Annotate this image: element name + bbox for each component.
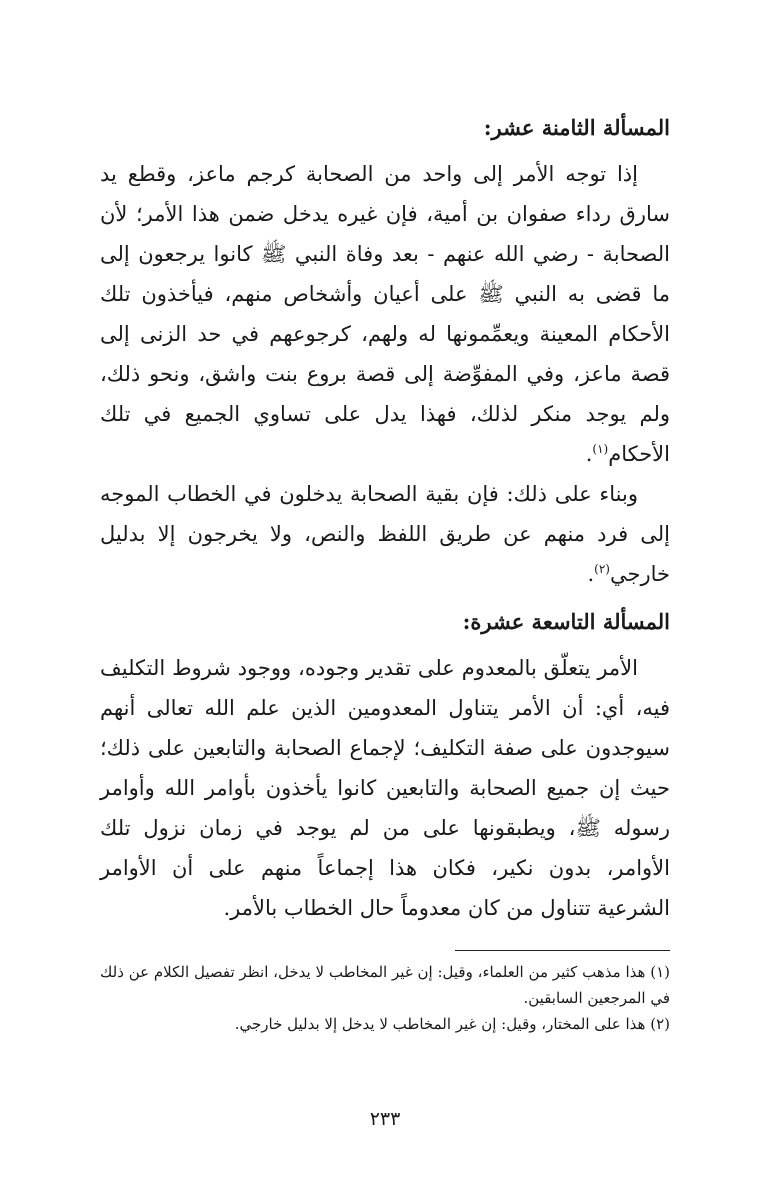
paragraph-end: . <box>587 562 595 586</box>
page-body <box>100 110 670 928</box>
paragraph-text: وبناء على ذلك: فإن بقية الصحابة يدخلون في الخطاب الموجه إلى فرد منهم عن طريق اللفظ والنص، ولا يخرجون إلا بدليل خارجي <box>100 482 670 586</box>
paragraph <box>100 648 670 928</box>
footnote-1: (١) هذا مذهب كثير من العلماء، وقيل: إن غير المخاطب لا يدخل، انظر تفصيل الكلام عن ذلك في المرجعين السابقين. <box>100 963 670 1007</box>
footnote-ref-1[interactable]: (١) <box>592 442 609 456</box>
footnote-divider <box>455 950 670 951</box>
section-heading-19: المسألة التاسعة عشرة: <box>462 609 670 634</box>
footnotes <box>100 950 670 1037</box>
footnote-ref-2[interactable]: (٢) <box>594 562 610 576</box>
paragraph-text: الأمر يتعلّق بالمعدوم على تقدير وجوده، ووجود شروط التكليف فيه، أي: أن الأمر يتناول المعدومين الذين علم الله تعالى أنهم سيوجدون على صفة التكليف؛ لإجماع الصحابة والتابعين على ذلك؛ حيث إن جميع الصحابة والتابعين كانوا يأخذون بأوامر الله وأوامر رسوله ﷺ، ويطبقونها على من لم يوجد في زمان نزول تلك الأوامر، بدون نكير، فكان هذا إجماعاً منهم على أن الأوامر الشرعية تتناول من كان معدوماً حال الخطاب بالأمر. <box>100 656 670 920</box>
paragraph <box>100 474 670 594</box>
paragraph-end: . <box>585 442 593 466</box>
page-number: ٢٣٣ <box>369 1108 401 1130</box>
paragraph <box>100 154 670 474</box>
paragraph-text: إذا توجه الأمر إلى واحد من الصحابة كرجم ماعز، وقطع يد سارق رداء صفوان بن أمية، فإن غيره يدخل ضمن هذا الأمر؛ لأن الصحابة - رضي الله عنهم - بعد وفاة النبي ﷺ كانوا يرجعون إلى ما قضى به النبي ﷺ على أعيان وأشخاص منهم، فيأخذون تلك الأحكام المعينة ويعمِّمونها له ولهم، كرجوعهم في حد الزنى إلى قصة ماعز، وفي المفوِّضة إلى قصة بروع بنت واشق، ونحو ذلك، ولم يوجد منكر لذلك، فهذا يدل على تساوي الجميع في تلك الأحكام <box>100 162 670 466</box>
section-heading-18: المسألة الثامنة عشر: <box>483 115 670 140</box>
footnote-2: (٢) هذا على المختار، وقيل: إن غير المخاطب لا يدخل إلا بدليل خارجي. <box>234 1015 670 1033</box>
